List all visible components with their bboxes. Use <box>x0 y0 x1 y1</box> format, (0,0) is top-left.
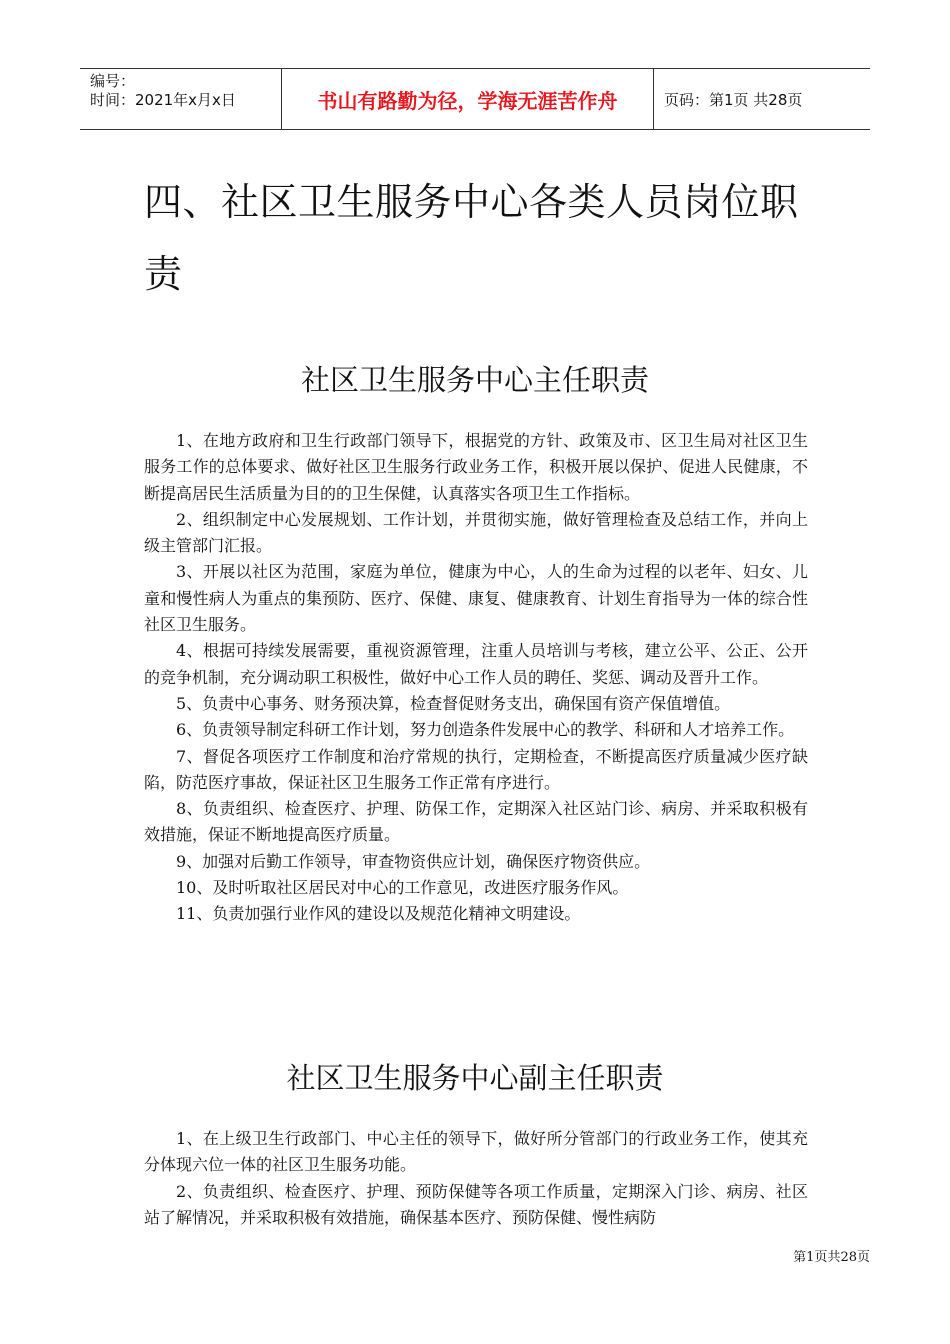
section-title-deputy-director: 社区卫生服务中心副主任职责 <box>286 1061 664 1095</box>
paragraph: 4、根据可持续发展需要，重视资源管理，注重人员培训与考核，建立公平、公正、公开的竞争机制，充分调动职工积极性，做好中心工作人员的聘任、奖惩、调动及晋升工作。 <box>144 641 808 687</box>
paragraph: 1、在上级卫生行政部门、中心主任的领导下，做好所分管部门的行政业务工作，使其充分体现六位一体的社区卫生服务功能。 <box>144 1129 808 1175</box>
page-header <box>80 68 870 130</box>
document-date: 时间：2021年x月x日 <box>90 91 236 109</box>
paragraph: 8、负责组织、检查医疗、护理、防保工作，定期深入社区站门诊、病房、并采取积极有效措施，保证不断地提高医疗质量。 <box>144 799 808 845</box>
paragraph: 11、负责加强行业作风的建设以及规范化精神文明建设。 <box>176 904 581 924</box>
section-body-director <box>144 428 808 928</box>
paragraph: 2、组织制定中心发展规划、工作计划，并贯彻实施，做好管理检查及总结工作，并向上级主管部门汇报。 <box>144 509 808 556</box>
section-body-deputy-director <box>144 1126 808 1231</box>
paragraph: 1、在地方政府和卫生行政部门领导下，根据党的方针、政策及市、区卫生局对社区卫生服务工作的总体要求、做好社区卫生服务行政业务工作，积极开展以保护、促进人民健康，不断提高居民生活质量为目的的卫生保健，认真落实各项卫生工作指标。 <box>144 431 808 503</box>
paragraph: 5、负责中心事务、财务预决算，检查督促财务支出，确保国有资产保值增值。 <box>176 693 731 713</box>
paragraph: 9、加强对后勤工作领导，审查物资供应计划，确保医疗物资供应。 <box>176 851 651 871</box>
paragraph: 2、负责组织、检查医疗、护理、预防保健等各项工作质量，定期深入门诊、病房、社区站了解情况，并采取积极有效措施，确保基本医疗、预防保健、慢性病防 <box>144 1181 808 1227</box>
section-title-director: 社区卫生服务中心主任职责 <box>300 363 649 397</box>
document-number: 编号： <box>90 72 136 90</box>
page-footer: 第1页共28页 <box>793 1250 870 1265</box>
paragraph: 6、负责领导制定科研工作计划，努力创造条件发展中心的教学、科研和人才培养工作。 <box>176 720 795 740</box>
header-motto: 书山有路勤为径，学海无涯苦作舟 <box>282 69 654 129</box>
header-page-number: 页码：第1页 共28页 <box>664 90 803 109</box>
paragraph: 10、及时听取社区居民对中心的工作意见，改进医疗服务作风。 <box>176 878 629 898</box>
header-meta <box>80 69 282 129</box>
paragraph: 3、开展以社区为范围，家庭为单位，健康为中心，人的生命为过程的以老年、妇女、儿童和慢性病人为重点的集预防、医疗、保健、康复、健康教育、计划生育指导为一体的综合性社区卫生服务。 <box>144 562 808 635</box>
document-title: 四、社区卫生服务中心各类人员岗位职责 <box>144 180 799 296</box>
paragraph: 7、督促各项医疗工作制度和治疗常规的执行，定期检查，不断提高医疗质量减少医疗缺陷，防范医疗事故，保证社区卫生服务工作正常有序进行。 <box>144 746 808 792</box>
